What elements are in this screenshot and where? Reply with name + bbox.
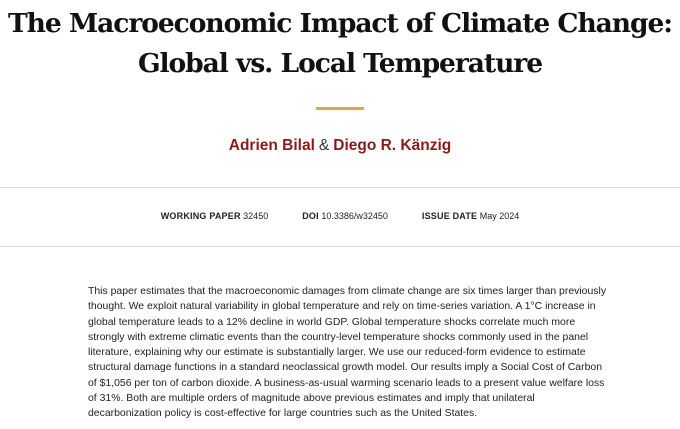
divider-bottom — [0, 246, 680, 247]
doi-label: DOI — [302, 211, 319, 221]
working-paper-label: WORKING PAPER — [160, 211, 241, 221]
author-link-kanzig[interactable]: Diego R. Känzig — [333, 137, 452, 154]
author-link-bilal[interactable]: Adrien Bilal — [228, 137, 315, 154]
accent-divider — [316, 107, 364, 110]
issue-date-value: May 2024 — [479, 211, 520, 221]
page-title — [0, 4, 680, 84]
abstract-text: This paper estimates that the macroeconomic damages from climate change are six times larger than previously thought. We exploit natural variability in global temperature and rely on time-series variation. A 1°C increase in global temperature leads to a 12% decline in world GDP. Global temperature shocks correlate much more strongly with extreme climatic events than the country-level temperature shocks commonly used in the panel literature, explaining why our estimate is substantially larger. We use our reduced-form evidence to estimate structural damage functions in a standard neoclassical growth model. Our results imply a Social Cost of Carbon of $1,056 per ton of carbon dioxide. A business-as-usual warming scenario leads to a present value welfare loss of 31%. Both are multiple orders of magnitude above previous estimates and imply that unilateral decarbonization policy is cost-effective for large countries such as the United States. — [88, 286, 607, 420]
issue-date-info — [422, 211, 519, 221]
title-line-2: Global vs. Local Temperature — [137, 48, 543, 79]
paper-metadata — [0, 211, 680, 221]
doi-info — [302, 211, 388, 221]
author-list — [0, 137, 680, 155]
working-paper-number: 32450 — [243, 211, 269, 221]
issue-date-label: ISSUE DATE — [421, 211, 478, 221]
doi-value: 10.3386/w32450 — [321, 211, 388, 221]
working-paper-info — [161, 211, 268, 221]
author-separator: & — [318, 137, 330, 154]
divider-top — [0, 187, 680, 188]
title-line-1: The Macroeconomic Impact of Climate Change: — [7, 8, 673, 39]
